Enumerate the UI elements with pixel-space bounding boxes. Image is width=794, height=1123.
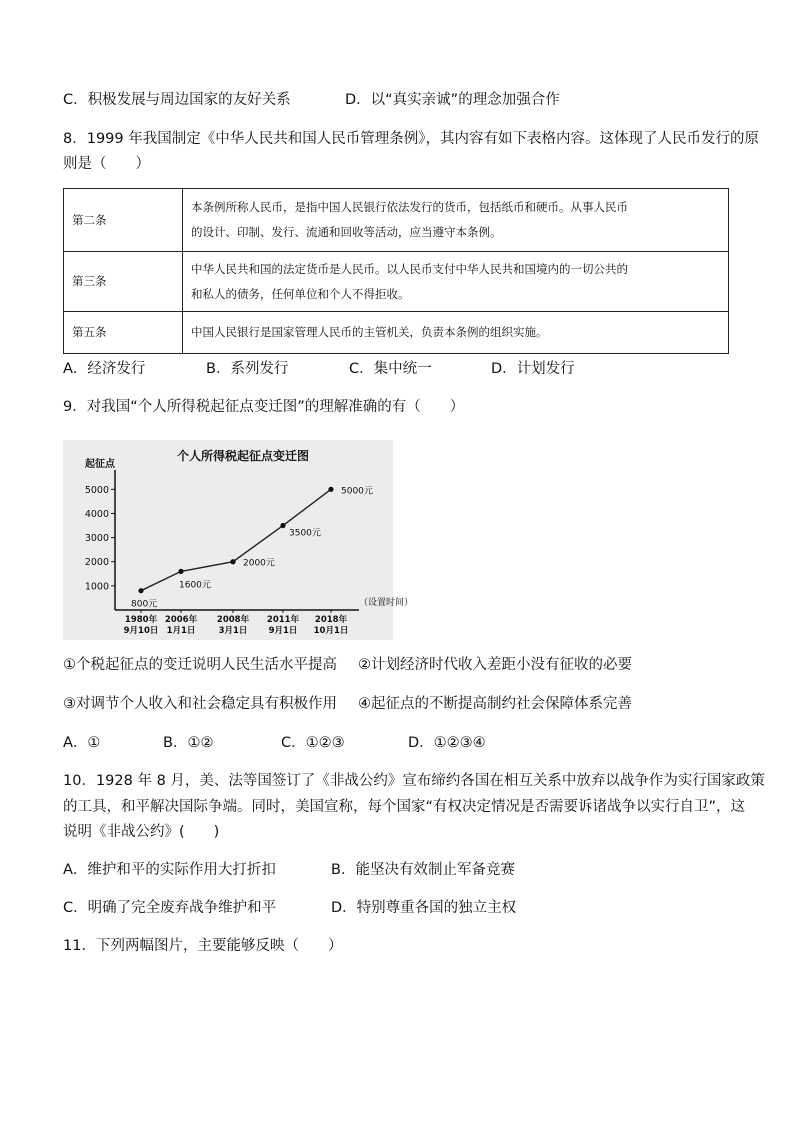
- q9-stem: 9．对我国“个人所得税起征点变迁图”的理解准确的有（ ）: [63, 399, 465, 415]
- q10-option-c: C．明确了完全废弃战争维护和平: [63, 900, 277, 916]
- q9-option-d: D．①②③④: [408, 735, 486, 751]
- x-tick-label: 2008年: [216, 615, 250, 625]
- content-cell: [183, 252, 729, 312]
- content-line: 中华人民共和国的法定货币是人民币。以人民币支付中华人民共和国境内的一切公共的: [191, 261, 628, 276]
- x-tick-label: 9月10日: [123, 626, 159, 636]
- q9-option-c: C．①②③: [281, 735, 345, 751]
- q10-option-d: D．特别尊重各国的独立主权: [331, 900, 517, 916]
- content-cell: [183, 189, 729, 252]
- q7-option-d: D．以“真实亲诚”的理念加强合作: [345, 92, 560, 108]
- article-cell: 第二条: [64, 189, 183, 252]
- data-label: 3500元: [289, 528, 321, 539]
- y-tick-label: 1000: [84, 581, 109, 593]
- x-axis-label: （设置时间）: [359, 598, 414, 608]
- data-point: [178, 569, 183, 574]
- x-tick-label: 3月1日: [218, 626, 248, 636]
- q9-statement-4: ④起征点的不断提高制约社会保障体系完善: [358, 696, 632, 712]
- x-tick-label: 2006年: [164, 615, 198, 625]
- chart-title: 个人所得税起征点变迁图: [176, 449, 310, 463]
- x-tick-label: 1月1日: [166, 626, 196, 636]
- article-cell: 第三条: [64, 252, 183, 312]
- q8-stem-line2: 则是（ ）: [63, 156, 150, 172]
- q8-option-c: C．集中统一: [349, 361, 432, 377]
- y-axis-label: 起征点: [85, 459, 115, 470]
- data-label: 800元: [131, 599, 158, 610]
- q10-stem-line1: 10．1928 年 8 月，美、法等国签订了《非战公约》宣布缔约各国在相互关系中放弃以战争作为实行国家政策: [63, 773, 765, 789]
- data-point: [230, 559, 235, 564]
- x-tick-label: 10月1日: [313, 626, 349, 636]
- content-line: 中国人民银行是国家管理人民币的主管机关，负责本条例的组织实施。: [191, 325, 548, 339]
- q9-option-b: B．①②: [163, 735, 214, 751]
- data-label: 1600元: [179, 580, 211, 591]
- q11-stem: 11．下列两幅图片，主要能够反映（ ）: [63, 938, 343, 954]
- q10-stem-line2: 的工具，和平解决国际争端。同时，美国宣称，每个国家“有权决定情况是否需要诉诸战争以实行自卫”，这: [63, 799, 746, 815]
- x-tick-label: 9月1日: [268, 626, 298, 636]
- x-tick-label: 1980年: [124, 615, 158, 625]
- content-line: 和私人的债务，任何单位和个人不得拒收。: [191, 286, 410, 301]
- q7-option-c: C．积极发展与周边国家的友好关系: [63, 92, 291, 108]
- q10-option-b: B．能坚决有效制止军备竞赛: [331, 862, 515, 878]
- y-tick-label: 2000: [84, 557, 109, 569]
- article-cell: 第五条: [64, 312, 183, 354]
- q8-option-b: B．系列发行: [206, 361, 289, 377]
- q10-option-a: A．维护和平的实际作用大打折扣: [63, 862, 276, 878]
- x-tick-label: 2018年: [314, 615, 348, 625]
- tax-threshold-chart: [63, 440, 414, 640]
- q8-stem-line1: 8．1999 年我国制定《中华人民共和国人民币管理条例》，其内容有如下表格内容。这体现了人民币发行的原: [63, 131, 759, 147]
- y-tick-label: 3000: [84, 533, 109, 545]
- q8-regulation-table: [63, 188, 729, 354]
- table-row: [64, 252, 729, 312]
- y-tick-label: 4000: [84, 508, 109, 520]
- data-label: 2000元: [243, 558, 275, 569]
- q9-statement-2: ②计划经济时代收入差距小没有征收的必要: [358, 657, 632, 673]
- q9-statement-3: ③对调节个人收入和社会稳定具有积极作用: [63, 696, 337, 712]
- content-line: 的设计、印制、发行、流通和回收等活动，应当遵守本条例。: [191, 225, 502, 239]
- series-line: [141, 489, 331, 590]
- data-point: [138, 588, 143, 593]
- q9-statement-1: ①个税起征点的变迁说明人民生活水平提高: [63, 657, 337, 673]
- data-label: 5000元: [341, 486, 373, 497]
- y-tick-label: 5000: [84, 484, 109, 496]
- q9-option-a: A．①: [63, 735, 101, 751]
- x-tick-label: 2011年: [266, 615, 300, 625]
- q10-stem-line3: 说明《非战公约》( ): [63, 824, 220, 840]
- data-point: [328, 487, 333, 492]
- q8-option-d: D．计划发行: [491, 361, 575, 377]
- q8-option-a: A．经济发行: [63, 361, 146, 377]
- table-row: [64, 189, 729, 252]
- table-row: [64, 312, 729, 354]
- data-point: [280, 523, 285, 528]
- content-cell: [183, 312, 729, 354]
- chart-svg: [63, 440, 414, 640]
- content-line: 本条例所称人民币，是指中国人民银行依法发行的货币，包括纸币和硬币。从事人民币: [191, 200, 628, 214]
